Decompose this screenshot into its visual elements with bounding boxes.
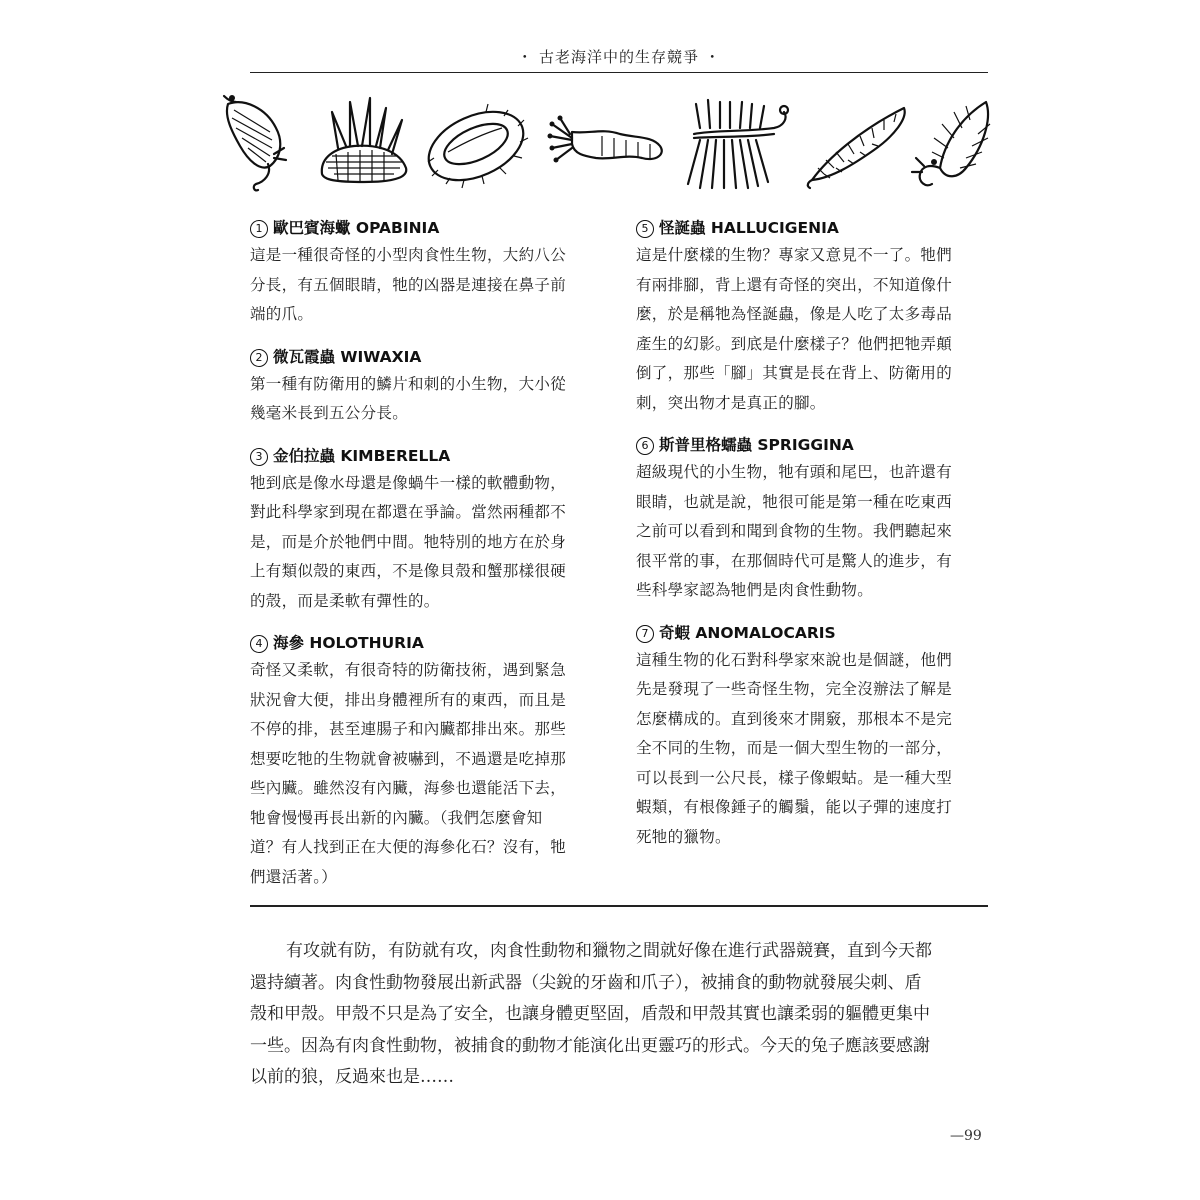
paragraph-line: 有攻就有防，有防就有攻，肉食性動物和獵物之間就好像在進行武器競賽，直到今天都 bbox=[286, 941, 932, 961]
body-paragraph bbox=[250, 936, 995, 1094]
entry-title-text: 海參 HOLOTHURIA bbox=[273, 634, 424, 652]
body-line: 先是發現了一些奇怪生物，完全沒辦法了解是 bbox=[636, 680, 953, 698]
entry-title bbox=[250, 215, 600, 241]
body-line: 怎麼構成的。直到後來才開竅，那根本不是完 bbox=[636, 709, 953, 728]
entry-anomalocaris bbox=[636, 620, 986, 853]
page-number: —99 bbox=[950, 1128, 982, 1144]
entry-title-text: 奇蝦 ANOMALOCARIS bbox=[659, 623, 836, 642]
entry-body bbox=[250, 656, 600, 892]
body-line: 不停的排，甚至連腸子和內臟都排出來。那些 bbox=[250, 720, 567, 738]
entry-title-text: 微瓦霞蟲 WIWAXIA bbox=[273, 347, 422, 366]
entry-title-text: 怪誕蟲 HALLUCIGENIA bbox=[659, 219, 839, 237]
body-line: 們還活著。） bbox=[250, 867, 338, 886]
body-line: 眼睛，也就是說，牠很可能是第一種在吃東西 bbox=[636, 492, 953, 511]
paragraph-line: 一些。因為有肉食性動物，被捕食的動物才能演化出更靈巧的形式。今天的兔子應該要感謝 bbox=[250, 1035, 930, 1056]
body-line: 很平常的事，在那個時代可是驚人的進步，有 bbox=[636, 551, 953, 570]
body-line: 分長，有五個眼睛，牠的凶器是連接在鼻子前 bbox=[250, 275, 567, 294]
body-line: 幾毫米長到五公分長。 bbox=[250, 404, 409, 422]
holothuria-illustration bbox=[548, 116, 662, 163]
body-line: 道？有人找到正在大便的海參化石？沒有，牠 bbox=[250, 838, 567, 856]
entry-title-text: 金伯拉蟲 KIMBERELLA bbox=[273, 446, 451, 465]
entry-title-text: 歐巴賓海蠍 OPABINIA bbox=[273, 219, 440, 237]
section-divider bbox=[250, 905, 988, 907]
body-line: 些科學家認為牠們是肉食性動物。 bbox=[636, 581, 874, 599]
paragraph-line: 以前的狼，反過來也是…… bbox=[250, 1067, 454, 1087]
entry-hallucigenia bbox=[636, 215, 986, 418]
entry-number: 2 bbox=[250, 349, 268, 367]
body-line: 第一種有防衛用的鱗片和刺的小生物，大小從 bbox=[250, 374, 567, 393]
entry-title-text: 斯普里格蠕蟲 SPRIGGINA bbox=[659, 436, 854, 454]
entry-title bbox=[250, 630, 600, 656]
entry-holothuria bbox=[250, 630, 600, 892]
entry-title bbox=[636, 432, 986, 458]
entry-kimberella bbox=[250, 443, 600, 617]
entry-opabinia bbox=[250, 215, 600, 330]
body-line: 麼，於是稱牠為怪誕蟲，像是人吃了太多毒品 bbox=[636, 305, 953, 323]
running-header: ・ 古老海洋中的生存競爭 ・ bbox=[517, 48, 721, 66]
entries-right-column bbox=[636, 215, 986, 866]
paragraph-line: 還持續著。肉食性動物發展出新武器（尖銳的牙齒和爪子），被捕食的動物就發展尖刺、盾 bbox=[250, 972, 922, 993]
kimberella-illustration bbox=[418, 98, 534, 193]
entry-title bbox=[636, 215, 986, 241]
entry-body bbox=[636, 458, 986, 606]
entry-number: 6 bbox=[636, 437, 654, 455]
creature-illustrations bbox=[214, 88, 992, 198]
body-line: 的殼，而是柔軟有彈性的。 bbox=[250, 591, 440, 610]
entry-number: 1 bbox=[250, 220, 268, 238]
body-line: 狀況會大便，排出身體裡所有的東西，而且是 bbox=[250, 690, 567, 709]
entry-body bbox=[636, 241, 986, 418]
body-line: 這種生物的化石對科學家來說也是個謎，他們 bbox=[636, 650, 953, 669]
body-line: 可以長到一公尺長，樣子像蝦蛄。是一種大型 bbox=[636, 768, 953, 787]
body-line: 蝦類，有根像錘子的觸鬚，能以子彈的速度打 bbox=[636, 798, 953, 816]
body-line: 死牠的獵物。 bbox=[636, 827, 731, 846]
body-line: 產生的幻影。到底是什麼樣子？他們把牠弄顛 bbox=[636, 334, 953, 353]
body-line: 全不同的生物，而是一個大型生物的一部分， bbox=[636, 739, 953, 757]
opabinia-illustration bbox=[224, 95, 286, 190]
body-line: 奇怪又柔軟，有很奇特的防衛技術，遇到緊急 bbox=[250, 661, 567, 679]
anomalocaris-illustration bbox=[912, 102, 990, 185]
body-line: 些內臟。雖然沒有內臟，海參也還能活下去， bbox=[250, 779, 567, 797]
body-line: 有兩排腳，背上還有奇怪的突出，不知道像什 bbox=[636, 275, 953, 294]
entry-title bbox=[636, 620, 986, 646]
hallucigenia-illustration bbox=[688, 100, 788, 188]
body-line: 超級現代的小生物，牠有頭和尾巴，也許還有 bbox=[636, 463, 953, 481]
body-line: 倒了，那些「腳」其實是長在背上、防衛用的 bbox=[636, 364, 953, 382]
entry-number: 4 bbox=[250, 635, 268, 653]
entries-left-column bbox=[250, 215, 600, 906]
body-line: 是，而是介於牠們中間。牠特別的地方在於身 bbox=[250, 532, 567, 551]
header-divider bbox=[250, 72, 988, 73]
body-line: 想要吃牠的生物就會被嚇到，不過還是吃掉那 bbox=[250, 749, 567, 768]
entry-number: 3 bbox=[250, 448, 268, 466]
entry-body bbox=[636, 646, 986, 853]
body-line: 之前可以看到和聞到食物的生物。我們聽起來 bbox=[636, 522, 953, 540]
body-line: 刺，突出物才是真正的腳。 bbox=[636, 393, 826, 412]
wiwaxia-illustration bbox=[322, 98, 406, 182]
body-line: 這是一種很奇怪的小型肉食性生物，大約八公 bbox=[250, 246, 567, 264]
body-line: 上有類似殼的東西，不是像貝殼和蟹那樣很硬 bbox=[250, 562, 567, 580]
body-line: 端的爪。 bbox=[250, 305, 314, 323]
body-line: 牠會慢慢再長出新的內臟。（我們怎麼會知 bbox=[250, 808, 543, 827]
spriggina-illustration bbox=[808, 108, 905, 188]
body-line: 這是什麼樣的生物？專家又意見不一了。牠們 bbox=[636, 246, 953, 264]
entry-body bbox=[250, 370, 600, 429]
entry-title bbox=[250, 443, 600, 469]
entry-spriggina bbox=[636, 432, 986, 606]
entry-body bbox=[250, 469, 600, 617]
body-line: 牠到底是像水母還是像蝸牛一樣的軟體動物， bbox=[250, 473, 567, 492]
entry-body bbox=[250, 241, 600, 330]
paragraph-line: 殼和甲殼。甲殼不只是為了安全，也讓身體更堅固，盾殼和甲殼其實也讓柔弱的軀體更集中 bbox=[250, 1004, 930, 1024]
entry-title bbox=[250, 344, 600, 370]
entry-number: 7 bbox=[636, 625, 654, 643]
entry-number: 5 bbox=[636, 220, 654, 238]
entry-wiwaxia bbox=[250, 344, 600, 429]
body-line: 對此科學家到現在都還在爭論。當然兩種都不 bbox=[250, 503, 567, 521]
